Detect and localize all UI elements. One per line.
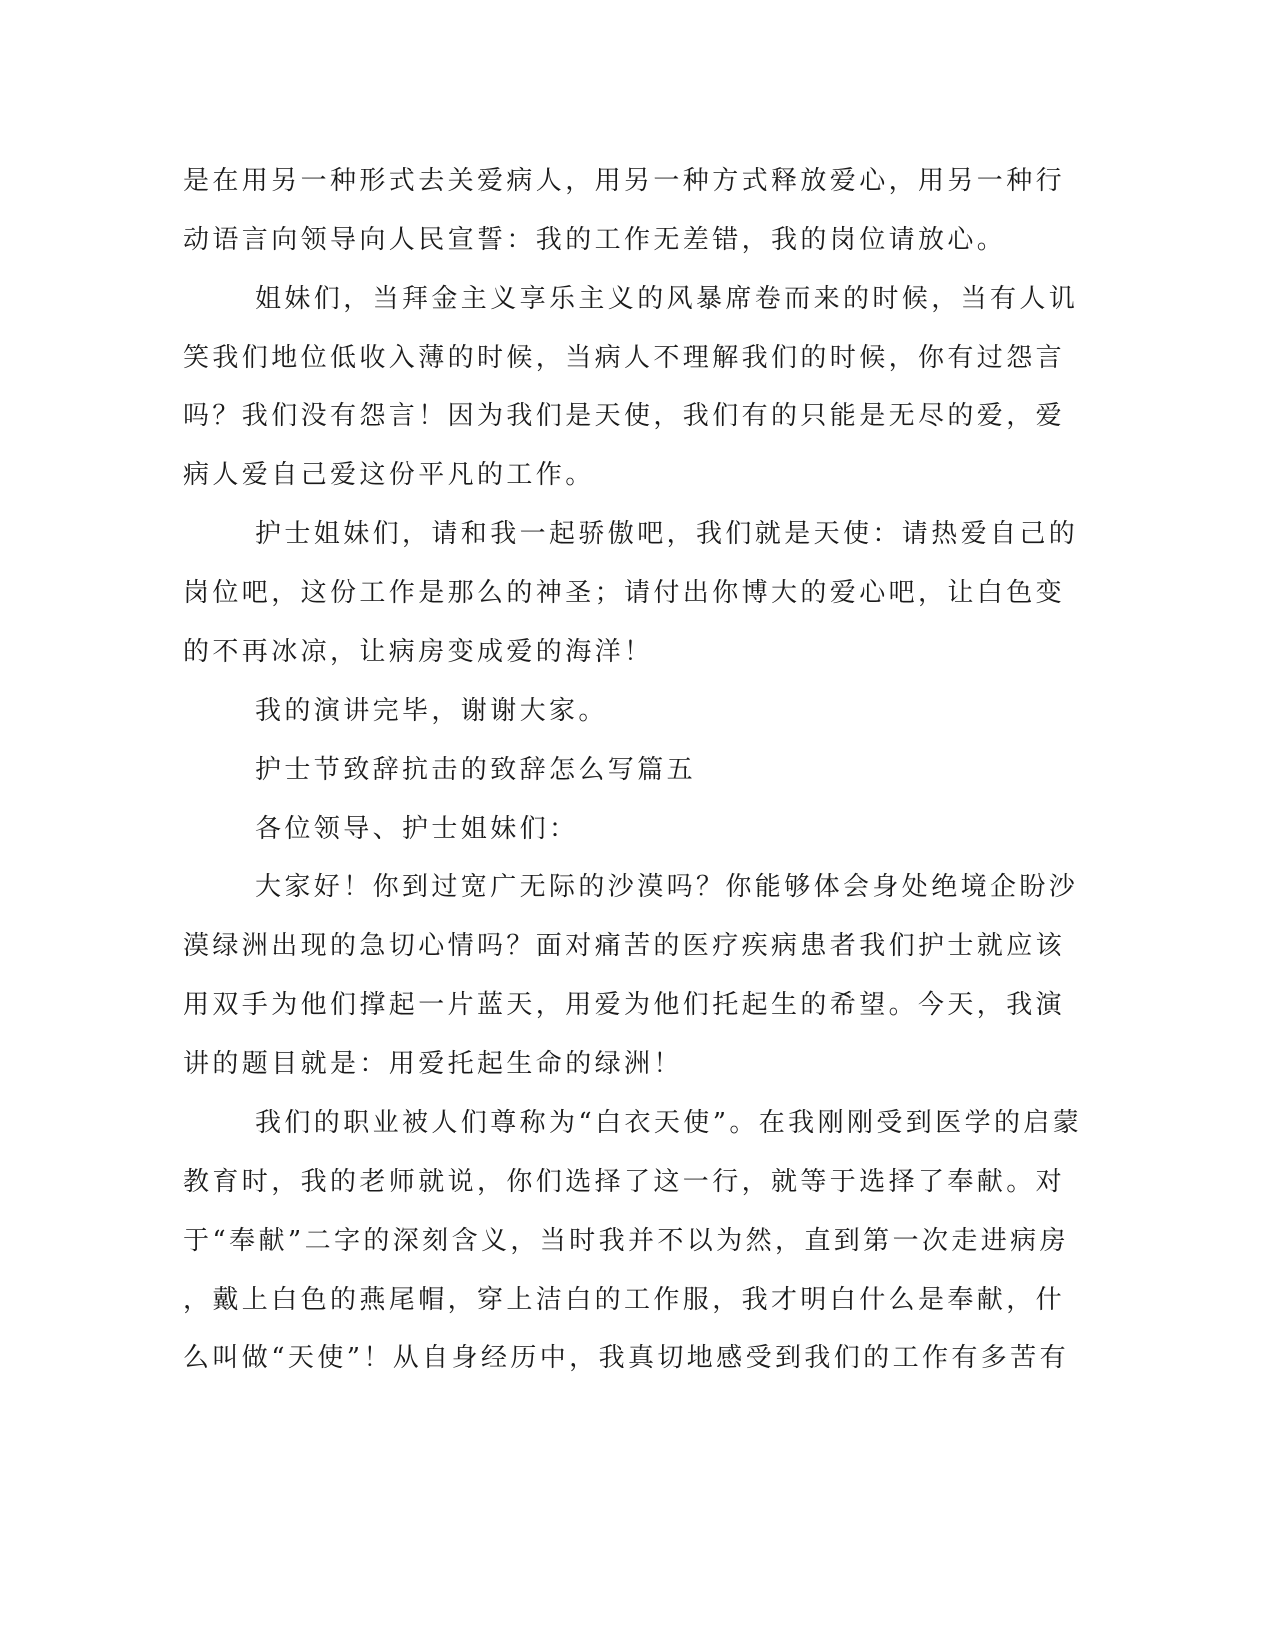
section-heading: 护士节致辞抗击的致辞怎么写篇五: [255, 755, 697, 785]
paragraph-start: 我们的职业被人们尊称为“白衣天使”。在我刚刚受到医学的启蒙: [255, 1108, 1083, 1138]
text-line: ，戴上白色的燕尾帽，穿上洁白的工作服，我才明白什么是奉献，什: [183, 1285, 1066, 1315]
text-line: 吗？我们没有怨言！因为我们是天使，我们有的只能是无尽的爱，爱: [183, 401, 1066, 431]
text-line: 用双手为他们撑起一片蓝天，用爱为他们托起生的希望。今天，我演: [183, 990, 1066, 1020]
text-line: 病人爱自己爱这份平凡的工作。: [183, 460, 595, 490]
paragraph-start: 我的演讲完毕，谢谢大家。: [255, 696, 608, 726]
paragraph-start: 大家好！你到过宽广无际的沙漠吗？你能够体会身处绝境企盼沙: [255, 872, 1079, 902]
text-line: 讲的题目就是：用爱托起生命的绿洲！: [183, 1049, 683, 1079]
text-line: 动语言向领导向人民宣誓：我的工作无差错，我的岗位请放心。: [183, 225, 1007, 255]
salutation: 各位领导、护士姐妹们：: [255, 814, 579, 844]
text-line: 漠绿洲出现的急切心情吗？面对痛苦的医疗疾病患者我们护士就应该: [183, 931, 1066, 961]
text-line: 的不再冰凉，让病房变成爱的海洋！: [183, 637, 654, 667]
paragraph-start: 护士姐妹们，请和我一起骄傲吧，我们就是天使：请热爱自己的: [255, 519, 1079, 549]
text-line: 是在用另一种形式去关爱病人，用另一种方式释放爱心，用另一种行: [183, 166, 1066, 196]
text-line: 岗位吧，这份工作是那么的神圣；请付出你博大的爱心吧，让白色变: [183, 578, 1066, 608]
text-line: 么叫做“天使”！从自身经历中，我真切地感受到我们的工作有多苦有: [183, 1343, 1069, 1373]
text-line: 笑我们地位低收入薄的时候，当病人不理解我们的时候，你有过怨言: [183, 343, 1066, 373]
text-line: 于“奉献”二字的深刻含义，当时我并不以为然，直到第一次走进病房: [183, 1226, 1069, 1256]
text-line: 教育时，我的老师就说，你们选择了这一行，就等于选择了奉献。对: [183, 1167, 1066, 1197]
paragraph-start: 姐妹们，当拜金主义享乐主义的风暴席卷而来的时候，当有人讥: [255, 284, 1079, 314]
